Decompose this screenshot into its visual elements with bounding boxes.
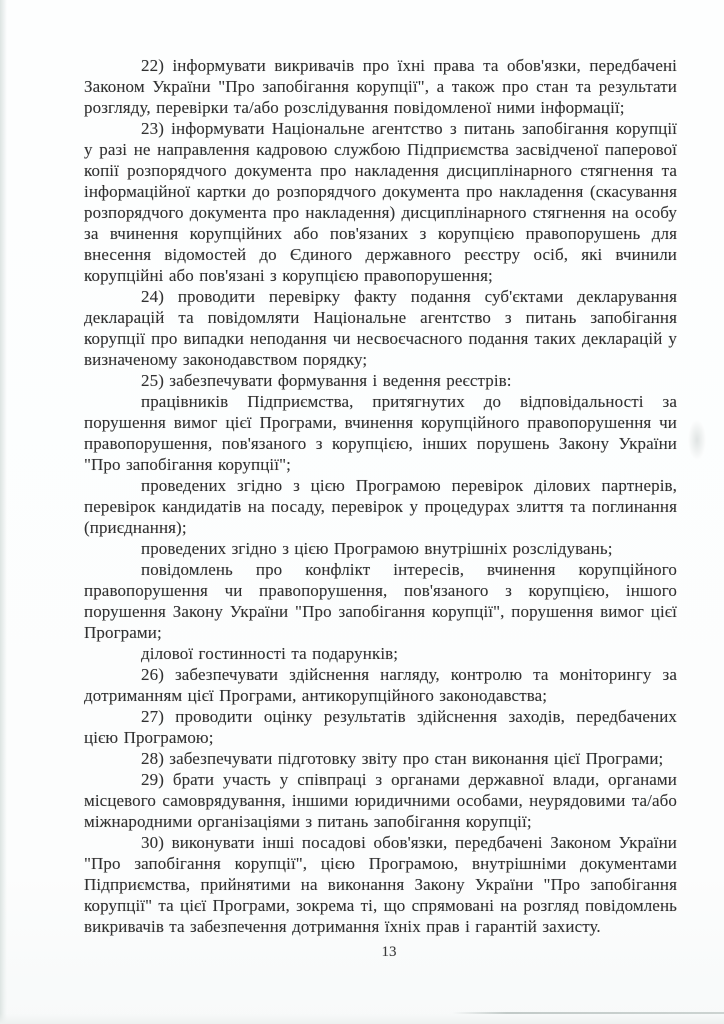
- registry-item-internal-investigations: проведених згідно з цією Програмою внутрішніх розслідувань;: [141, 539, 613, 558]
- paragraph-item-22: 22) інформувати викривачів про їхні права та обов'язки, передбачені Законом України "Про запобігання корупції", а також про стан та результати розгляду, перевірки та/або розслідування повідомленої ними інформації;: [84, 56, 677, 117]
- scan-edge-artifact-left: [0, 0, 7, 1024]
- registry-item-hospitality-gifts: ділової гостинності та подарунків;: [141, 644, 399, 663]
- registry-item-conflict-reports: повідомлень про конфлікт інтересів, вчинення корупційного правопорушення чи правопорушення, пов'язаного з корупцією, іншого порушення Закону України "Про запобігання корупції", порушення вимог цієї Програми;: [84, 560, 677, 642]
- registry-item-partner-checks: проведених згідно з цією Програмою перевірок ділових партнерів, перевірок кандидатів на посаду, перевірок у процедурах злиття та поглинання (приєднання);: [84, 476, 677, 537]
- paragraph-item-30: 30) виконувати інші посадові обов'язки, передбачені Законом України "Про запобігання корупції", цією Програмою, внутрішніми документами Підприємства, прийнятими на виконання Закону України "Про запобігання корупції" та цієї Програми, зокрема ті, що спрямовані на розгляд повідомлень викривачів та забезпечення дотримання їхніх прав і гарантій захисту.: [84, 833, 677, 936]
- page-number: 13: [381, 944, 397, 960]
- paragraph-item-26: 26) забезпечувати здійснення нагляду, контролю та моніторингу за дотриманням цієї Програми, антикорупційного законодавства;: [84, 665, 677, 705]
- scan-band-artifact-bottom: [0, 1014, 724, 1024]
- document-text-block: [84, 55, 677, 937]
- paragraph-item-23: 23) інформувати Національне агентство з питань запобігання корупції у разі не направлення кадровою службою Підприємства засвідченої паперової копії розпорядчого документа про накладення дисциплінарного стягнення та інформаційної картки до розпорядчого документа про накладення (скасування розпорядчого документа про накладення) дисциплінарного стягнення на особу за вчинення корупційних або пов'язаних з корупцією правопорушень для внесення відомостей до Єдиного державного реєстру осіб, які вчинили корупційні або пов'язані з корупцією правопорушення;: [84, 119, 677, 285]
- registry-item-employees: працівників Підприємства, притягнутих до відповідальності за порушення вимог цієї Програми, вчинення корупційного правопорушення чи правопорушення, пов'язаного з корупцією, інших порушень Закону України "Про запобігання корупції";: [84, 392, 677, 474]
- paragraph-item-24: 24) проводити перевірку факту подання суб'єктами декларування декларацій та повідомляти Національне агентство з питань запобігання корупції про випадки неподання чи несвоєчасного подання таких декларацій у визначеному законодавством порядку;: [84, 287, 677, 369]
- paragraph-item-25-intro: 25) забезпечувати формування і ведення реєстрів:: [141, 371, 512, 390]
- paragraph-item-28: 28) забезпечувати підготовку звіту про стан виконання цієї Програми;: [141, 749, 664, 768]
- scan-smudge-artifact: [688, 420, 706, 460]
- paragraph-item-27: 27) проводити оцінку результатів здійснення заходів, передбачених цією Програмою;: [84, 707, 677, 747]
- paragraph-item-29: 29) брати участь у співпраці з органами державної влади, органами місцевого самоврядування, іншими юридичними особами, неурядовими та/або міжнародними організаціями з питань запобігання корупції;: [84, 770, 677, 831]
